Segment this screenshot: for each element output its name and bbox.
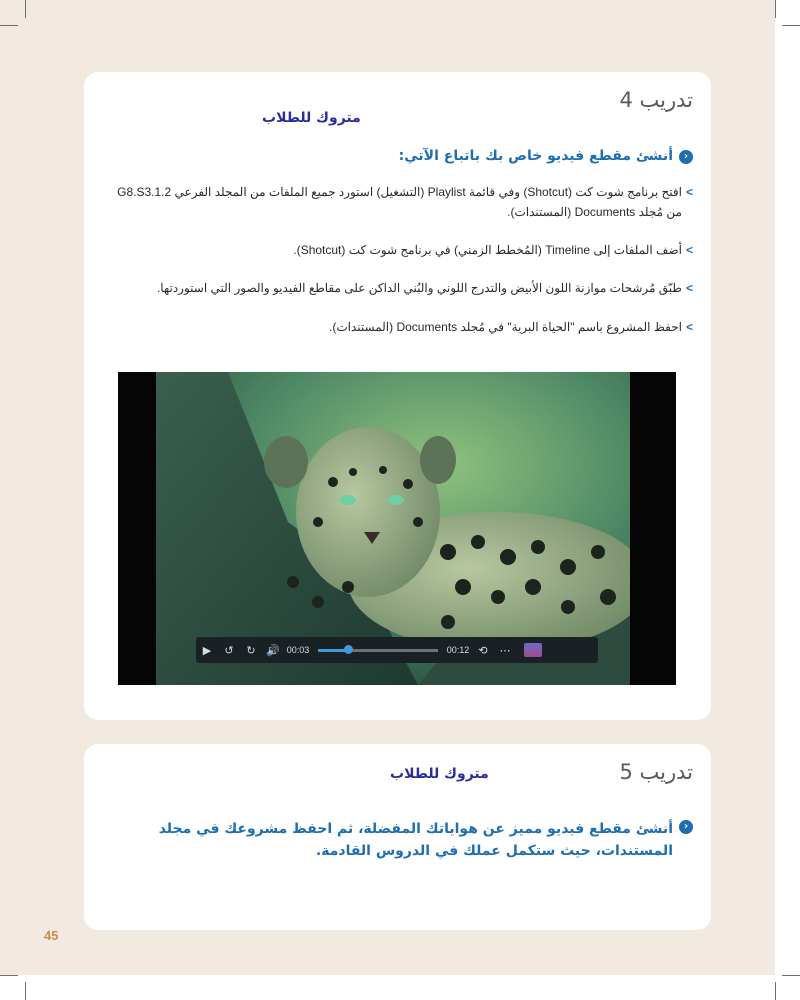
- bullet-icon: >: [685, 185, 693, 199]
- bullet-icon: >: [685, 281, 693, 295]
- seek-handle[interactable]: [344, 645, 353, 654]
- seek-bar[interactable]: [318, 649, 438, 652]
- rewind-10-icon[interactable]: ↺: [224, 644, 234, 657]
- current-time: 00:03: [286, 645, 310, 655]
- more-icon[interactable]: ⋯: [499, 644, 511, 657]
- exercise-5-task: [133, 818, 693, 863]
- crop-mark: [0, 975, 18, 976]
- exercise-5-card: [84, 744, 711, 930]
- exercise-5-title: تدريب 5: [619, 760, 693, 784]
- crop-mark: [0, 25, 18, 26]
- forward-30-icon[interactable]: ↻: [246, 644, 256, 657]
- exercise-4-task: [399, 148, 693, 164]
- chevron-circle-icon: ‹: [679, 150, 693, 164]
- page-number: 45: [44, 928, 59, 943]
- bullet-icon: >: [685, 243, 693, 257]
- chevron-circle-icon: ‹: [679, 820, 693, 834]
- step-text: احفظ المشروع باسم "الحياة البرية" في مُجلد Documents (المستندات).: [329, 320, 682, 334]
- video-controls: [196, 637, 598, 663]
- step-item: [103, 317, 693, 337]
- step-item: [103, 240, 693, 260]
- crop-mark: [782, 25, 800, 26]
- crop-mark: [775, 0, 776, 18]
- loop-icon[interactable]: ⟲: [478, 644, 488, 657]
- volume-icon[interactable]: 🔊: [266, 644, 280, 657]
- exercise-4-card: [84, 72, 711, 720]
- teacher-note: متروك للطلاب: [262, 110, 361, 126]
- crop-mark: [25, 982, 26, 1000]
- step-item: [103, 182, 693, 223]
- exercise-4-title: تدريب 4: [619, 88, 693, 112]
- step-text: طبّق مُرشحات موازنة اللون الأبيض والتدرج اللوني والبُني الداكن على مقاطع الفيديو والصور التي استوردتها.: [156, 281, 682, 295]
- crop-mark: [25, 0, 26, 18]
- crop-mark: [775, 982, 776, 1000]
- step-text: افتح برنامج شوت كت (Shotcut) وفي قائمة Playlist (التشغيل) استورد جميع الملفات من المجلد الفرعي G8.S3.1.2 من مُجلد Documents (المستندات).: [117, 185, 682, 220]
- crop-mark: [782, 975, 800, 976]
- thumbnail-icon[interactable]: [524, 643, 542, 657]
- duration: 00:12: [446, 645, 470, 655]
- teacher-note: متروك للطلاب: [390, 766, 489, 782]
- step-item: [103, 278, 693, 298]
- video-player[interactable]: [118, 372, 676, 685]
- task-text: أنشئ مقطع فيديو خاص بك باتباع الآتي:: [398, 148, 673, 164]
- step-text: أضف الملفات إلى Timeline (المُخطط الزمني) في برنامج شوت كت (Shotcut).: [293, 243, 682, 257]
- bullet-icon: >: [685, 320, 693, 334]
- play-icon[interactable]: ▶: [202, 644, 212, 657]
- task-text: أنشئ مقطع فيديو مميز عن هواياتك المفضلة، ثم احفظ مشروعك في مجلد المستندات، حيث ستكمل عملك في الدروس القادمة.: [158, 821, 673, 860]
